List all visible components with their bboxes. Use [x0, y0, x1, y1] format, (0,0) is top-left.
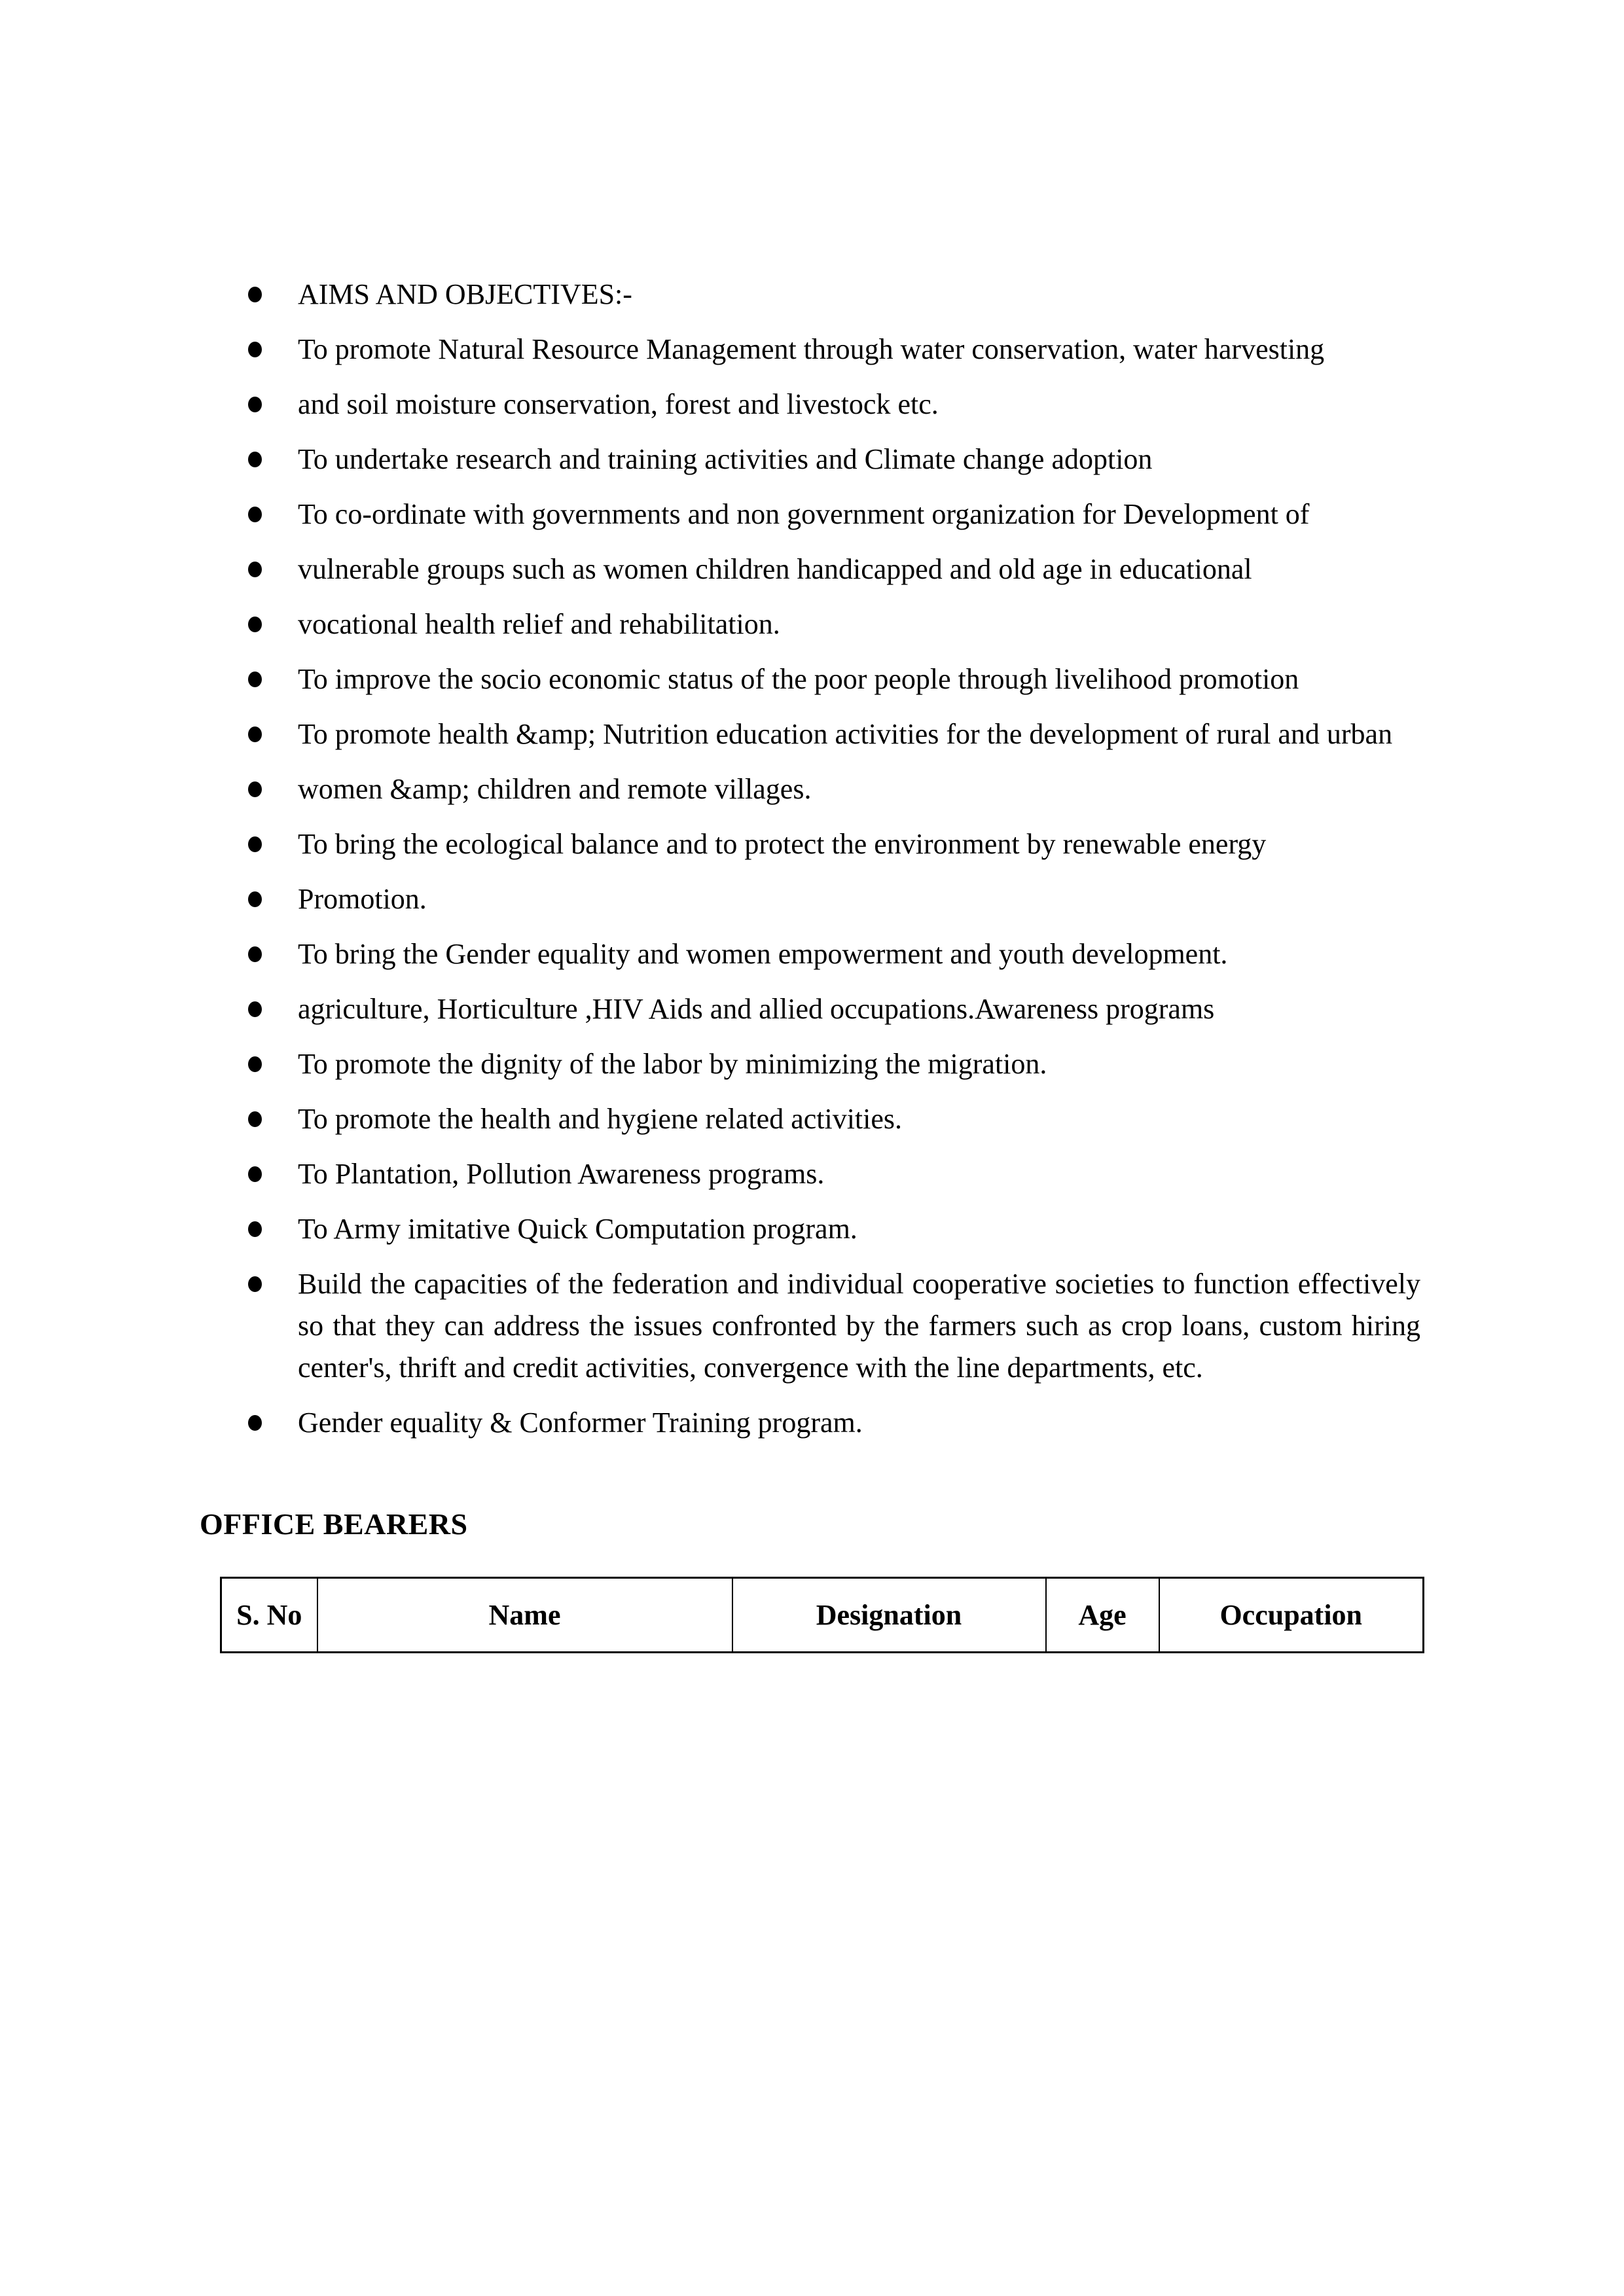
list-item-text: To Army imitative Quick Computation program. [298, 1213, 857, 1245]
bullet-icon [248, 1056, 262, 1072]
office-bearers-table [220, 1577, 1424, 1653]
list-item [298, 658, 1420, 700]
section-heading-office-bearers: OFFICE BEARERS [200, 1507, 468, 1541]
list-item-text: women &amp; children and remote villages. [298, 773, 812, 805]
list-item [298, 384, 1420, 425]
list-item-text: AIMS AND OBJECTIVES:- [298, 278, 632, 310]
list-item [298, 823, 1420, 865]
bullet-icon [248, 726, 262, 742]
list-item [298, 713, 1420, 755]
bullet-icon [248, 1415, 262, 1431]
list-item-text: To co-ordinate with governments and non government organization for Development of [298, 498, 1310, 530]
bullet-icon [248, 1111, 262, 1127]
table-header-cell-sno: S. No [221, 1578, 317, 1653]
bullet-icon [248, 1276, 262, 1292]
bullet-icon [248, 287, 262, 302]
bullet-icon [248, 397, 262, 412]
list-item-text: Promotion. [298, 883, 427, 915]
list-item [298, 548, 1420, 590]
list-item [298, 1402, 1420, 1444]
bullet-icon [248, 781, 262, 797]
bullet-icon [248, 617, 262, 632]
list-item [298, 329, 1420, 370]
bullet-icon [248, 507, 262, 522]
list-item [298, 1153, 1420, 1195]
list-item-text: To bring the ecological balance and to protect the environment by renewable energy [298, 828, 1267, 860]
list-item-text: Gender equality & Conformer Training program. [298, 1407, 863, 1439]
list-item-text: vulnerable groups such as women children handicapped and old age in educational [298, 553, 1252, 585]
list-item [298, 274, 1420, 315]
bullet-icon [248, 1166, 262, 1182]
list-item [298, 1043, 1420, 1085]
list-item-text: To promote the health and hygiene related activities. [298, 1103, 903, 1135]
aims-objectives-list [200, 274, 1420, 1444]
bullet-icon [248, 1221, 262, 1237]
list-item-text: To undertake research and training activities and Climate change adoption [298, 443, 1153, 475]
table-header-cell-age: Age [1046, 1578, 1159, 1653]
list-item-text: To promote health &amp; Nutrition education activities for the development of rural and urban [298, 718, 1393, 750]
list-item-text: To Plantation, Pollution Awareness programs. [298, 1158, 825, 1190]
bullet-icon [248, 1001, 262, 1017]
list-item-text: To bring the Gender equality and women empowerment and youth development. [298, 938, 1228, 970]
list-item-text: and soil moisture conservation, forest and livestock etc. [298, 388, 939, 420]
list-item [298, 1263, 1420, 1389]
list-item-text: To promote the dignity of the labor by minimizing the migration. [298, 1048, 1047, 1080]
list-item [298, 768, 1420, 810]
table-header-cell-designation: Designation [732, 1578, 1046, 1653]
table-header-row [221, 1578, 1424, 1653]
list-item-text: vocational health relief and rehabilitation. [298, 608, 780, 640]
bullet-icon [248, 891, 262, 907]
list-item [298, 439, 1420, 480]
table-header-cell-name: Name [317, 1578, 732, 1653]
list-item-text: To improve the socio economic status of the poor people through livelihood promotion [298, 663, 1299, 695]
bullet-icon [248, 342, 262, 357]
list-item [298, 933, 1420, 975]
bullet-icon [248, 672, 262, 687]
table-header-cell-occupation: Occupation [1159, 1578, 1424, 1653]
list-item [298, 493, 1420, 535]
list-item-text: agriculture, Horticulture ,HIV Aids and allied occupations.Awareness programs [298, 993, 1215, 1025]
bullet-icon [248, 562, 262, 577]
bullet-icon [248, 836, 262, 852]
list-item-text: Build the capacities of the federation and individual cooperative societies to function effectively so that they can address the issues confronted by the farmers such as crop loans, custom hiring center's, thrift and credit activities, convergence with the line departments, etc. [298, 1268, 1420, 1384]
list-item-text: To promote Natural Resource Management through water conservation, water harvesting [298, 333, 1325, 365]
list-item [298, 1208, 1420, 1250]
list-item [298, 1098, 1420, 1140]
bullet-icon [248, 946, 262, 962]
list-item [298, 878, 1420, 920]
list-item [298, 603, 1420, 645]
list-item [298, 988, 1420, 1030]
bullet-icon [248, 452, 262, 467]
